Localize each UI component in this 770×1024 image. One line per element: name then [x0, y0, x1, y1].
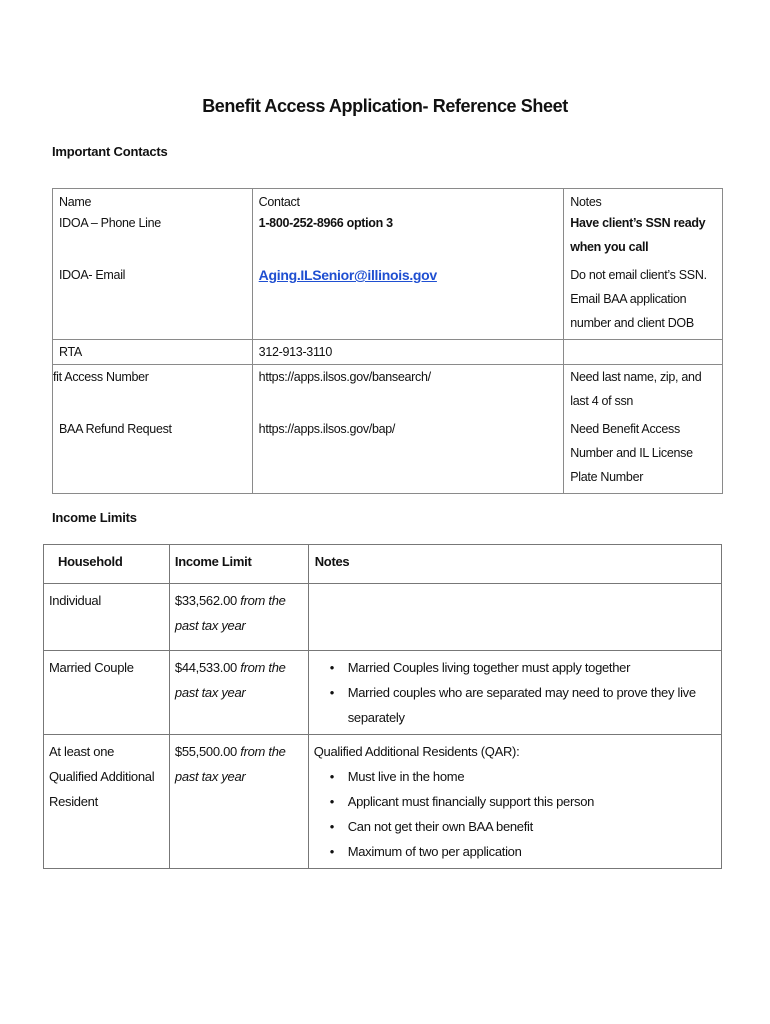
- household-cell: At least one Qualified Additional Resident: [44, 735, 170, 869]
- list-item: [329, 655, 716, 680]
- contact-name-cell: [53, 365, 253, 418]
- contacts-header-name: Name: [53, 189, 253, 212]
- income-header-notes: Notes: [308, 545, 721, 584]
- contact-name: BAA Refund Request: [53, 417, 253, 494]
- list-item: [329, 764, 716, 789]
- contact-name: IDOA- Email: [53, 263, 253, 340]
- qar-notes-list: [314, 764, 716, 864]
- contact-value: 1-800-252-8966 option 3: [252, 211, 564, 263]
- limit-suffix: from the past tax year: [174, 593, 286, 633]
- contact-notes: Need Benefit Access Number and IL License Plate Number: [564, 417, 723, 494]
- contact-row-refund: [53, 417, 723, 494]
- bullet-icon: •: [329, 794, 334, 809]
- limit-cell: [169, 735, 308, 869]
- contact-value: https://apps.ilsos.gov/bap/: [252, 417, 564, 494]
- contact-value: 312-913-3110: [252, 340, 564, 365]
- document-title: Benefit Access Application- Reference Sheet: [202, 96, 568, 116]
- list-item: [329, 789, 716, 814]
- list-item: [329, 839, 716, 864]
- contact-value-cell: [252, 263, 564, 340]
- income-header-household: Household: [44, 545, 170, 584]
- income-table: [43, 544, 722, 869]
- contact-name: IDOA – Phone Line: [53, 211, 253, 263]
- list-item: [329, 814, 716, 839]
- limit-cell: [169, 651, 308, 735]
- limit-cell: [169, 584, 308, 651]
- limit-amount: $33,562.00: [174, 593, 237, 608]
- notes-cell: [308, 651, 721, 735]
- household-cell: Married Couple: [44, 651, 170, 735]
- contacts-header-notes: Notes: [564, 189, 723, 212]
- income-header-limit: Income Limit: [169, 545, 308, 584]
- limit-suffix: from the past tax year: [174, 660, 286, 700]
- married-notes-list: [314, 655, 716, 730]
- contacts-header-row: [53, 189, 723, 212]
- contact-name: fit Access Number: [53, 370, 149, 384]
- limit-amount: $55,500.00: [174, 744, 237, 759]
- contact-row-phone: [53, 211, 723, 263]
- bullet-icon: •: [329, 819, 334, 834]
- contacts-heading: Important Contacts: [52, 144, 168, 159]
- notes-cell: [308, 735, 721, 869]
- list-item-text: Must live in the home: [347, 769, 465, 784]
- contact-row-email: [53, 263, 723, 340]
- income-row-married: [44, 651, 722, 735]
- bullet-icon: •: [329, 844, 334, 859]
- contact-name: RTA: [53, 340, 253, 365]
- list-item: [329, 680, 716, 730]
- limit-amount: $44,533.00: [174, 660, 237, 675]
- bullet-icon: •: [329, 660, 334, 675]
- income-row-individual: [44, 584, 722, 651]
- email-link[interactable]: Aging.ILSenior@illinois.gov: [258, 267, 437, 283]
- income-header-row: [44, 545, 722, 584]
- list-item-text: Married Couples living together must apply together: [347, 660, 631, 675]
- list-item-text: Applicant must financially support this person: [347, 794, 595, 809]
- list-item-text: Maximum of two per application: [347, 844, 522, 859]
- income-heading: Income Limits: [52, 510, 137, 525]
- contact-row-ban: [53, 365, 723, 418]
- qar-notes-intro: Qualified Additional Residents (QAR):: [313, 744, 520, 759]
- list-item-text: Can not get their own BAA benefit: [347, 819, 533, 834]
- contacts-table: [52, 188, 723, 494]
- contact-row-rta: [53, 340, 723, 365]
- contact-notes: Have client’s SSN ready when you call: [564, 211, 723, 263]
- bullet-icon: •: [329, 685, 334, 700]
- contacts-header-contact: Contact: [252, 189, 564, 212]
- contact-notes: Need last name, zip, and last 4 of ssn: [564, 365, 723, 418]
- contact-notes: [564, 340, 723, 365]
- notes-cell: [308, 584, 721, 651]
- list-item-text: Married couples who are separated may need to prove they live separately: [347, 685, 696, 725]
- contact-value: https://apps.ilsos.gov/bansearch/: [252, 365, 564, 418]
- income-row-qar: [44, 735, 722, 869]
- limit-suffix: from the past tax year: [174, 744, 286, 784]
- contact-notes: Do not email client’s SSN. Email BAA application number and client DOB: [564, 263, 723, 340]
- household-cell: Individual: [44, 584, 170, 651]
- bullet-icon: •: [329, 769, 334, 784]
